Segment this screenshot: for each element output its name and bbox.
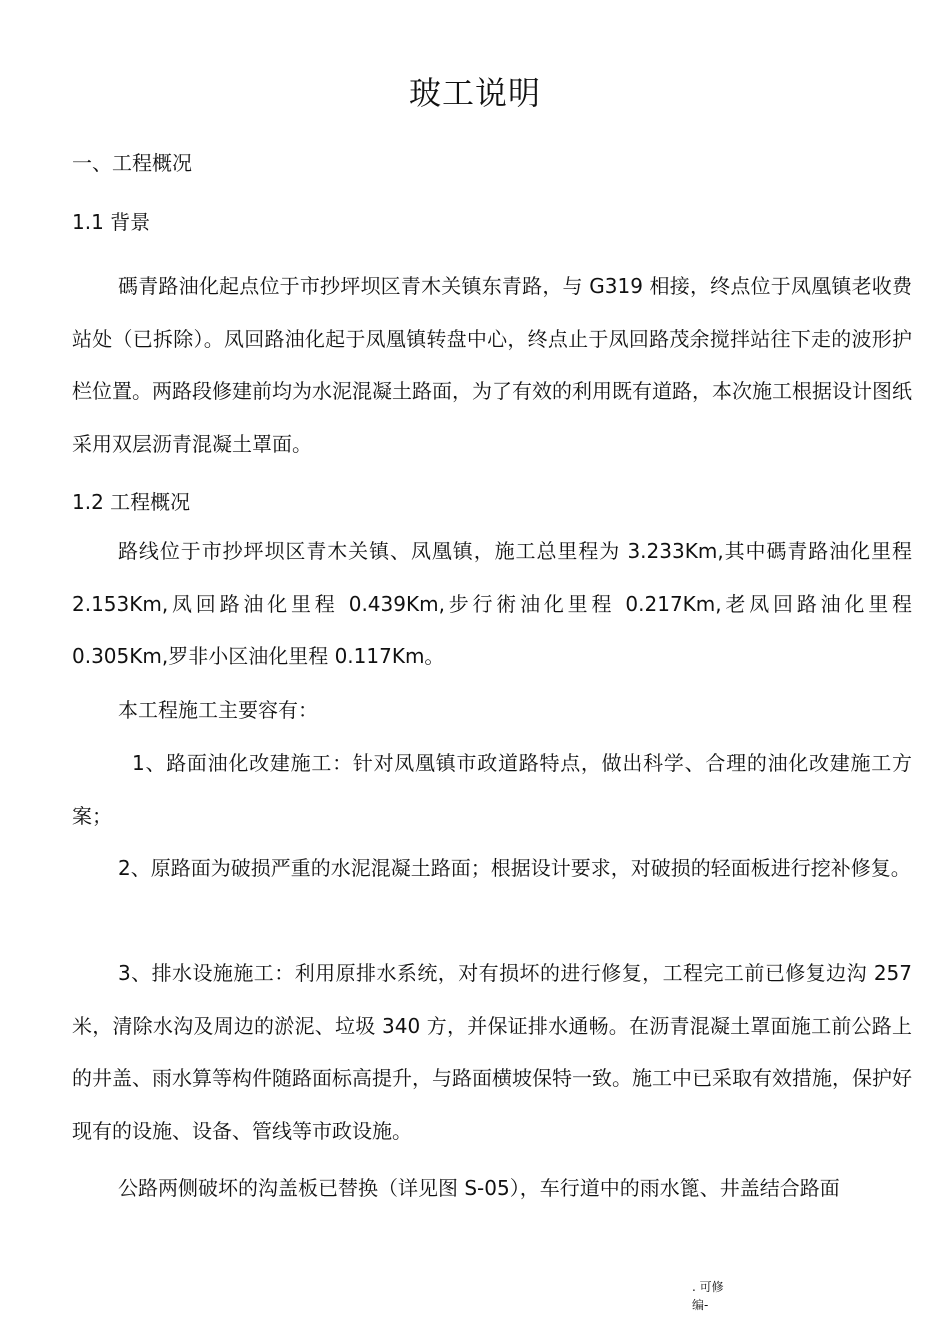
paragraph-last: 公路两侧破坏的沟盖板已替换（详见图 S-05），车行道中的雨水篦、井盖结合路面 bbox=[118, 1176, 840, 1200]
paragraph-main-content: 本工程施工主要容有： bbox=[118, 698, 318, 722]
subsection-heading-overview: 1.2 工程概况 bbox=[72, 490, 191, 514]
footer-line-1: . 可修 bbox=[692, 1280, 724, 1294]
section-heading-overview: 一、工程概况 bbox=[72, 151, 192, 175]
subsection-heading-background: 1.1 背景 bbox=[72, 210, 151, 234]
footer-line-2: 编- bbox=[692, 1298, 709, 1312]
list-item-3: 3、排水设施施工：利用原排水系统，对有损坏的进行修复，工程完工前已修复边沟 257 米，清除水沟及周边的淤泥、垃圾 340 方，并保证排水通畅。在沥青混凝土罩面施工前公路上的井盖、雨水算等构件随路面标高提升，与路面横坡保特一致。施工中已采取有效措施，保护好现有的设施、设备、管线等市政设施。 bbox=[72, 961, 912, 1143]
paragraph-background: 碼青路油化起点位于市抄坪坝区青木关镇东青路，与 G319 相接，终点位于凤凰镇老收费站处（已拆除）。凤回路油化起于凤凰镇转盘中心，终点止于凤回路茂余搅拌站往下走的波形护栏位置。两路段修建前均为水泥混凝土路面，为了有效的利用既有道路，本次施工根据设计图纸采用双层沥青混凝土罩面。 bbox=[72, 274, 912, 456]
paragraph-overview: 路线位于市抄坪坝区青木关镇、凤凰镇，施工总里程为 3.233Km,其中碼青路油化里程 2.153Km,凤回路油化里程 0.439Km,步行術油化里程 0.217Km,老凤回路油化里程 0.305Km,罗非小区油化里程 0.117Km。 bbox=[72, 539, 912, 668]
page-footer bbox=[692, 1278, 724, 1314]
list-item-1: 1、路面油化改建施工：针对凤凰镇市政道路特点，做出科学、合理的油化改建施工方案； bbox=[72, 751, 912, 828]
page-title: 玻工说明 bbox=[408, 74, 541, 112]
list-item-2: 2、原路面为破损严重的水泥混凝土路面；根据设计要求，对破损的轻面板进行挖补修复。 bbox=[118, 856, 911, 880]
